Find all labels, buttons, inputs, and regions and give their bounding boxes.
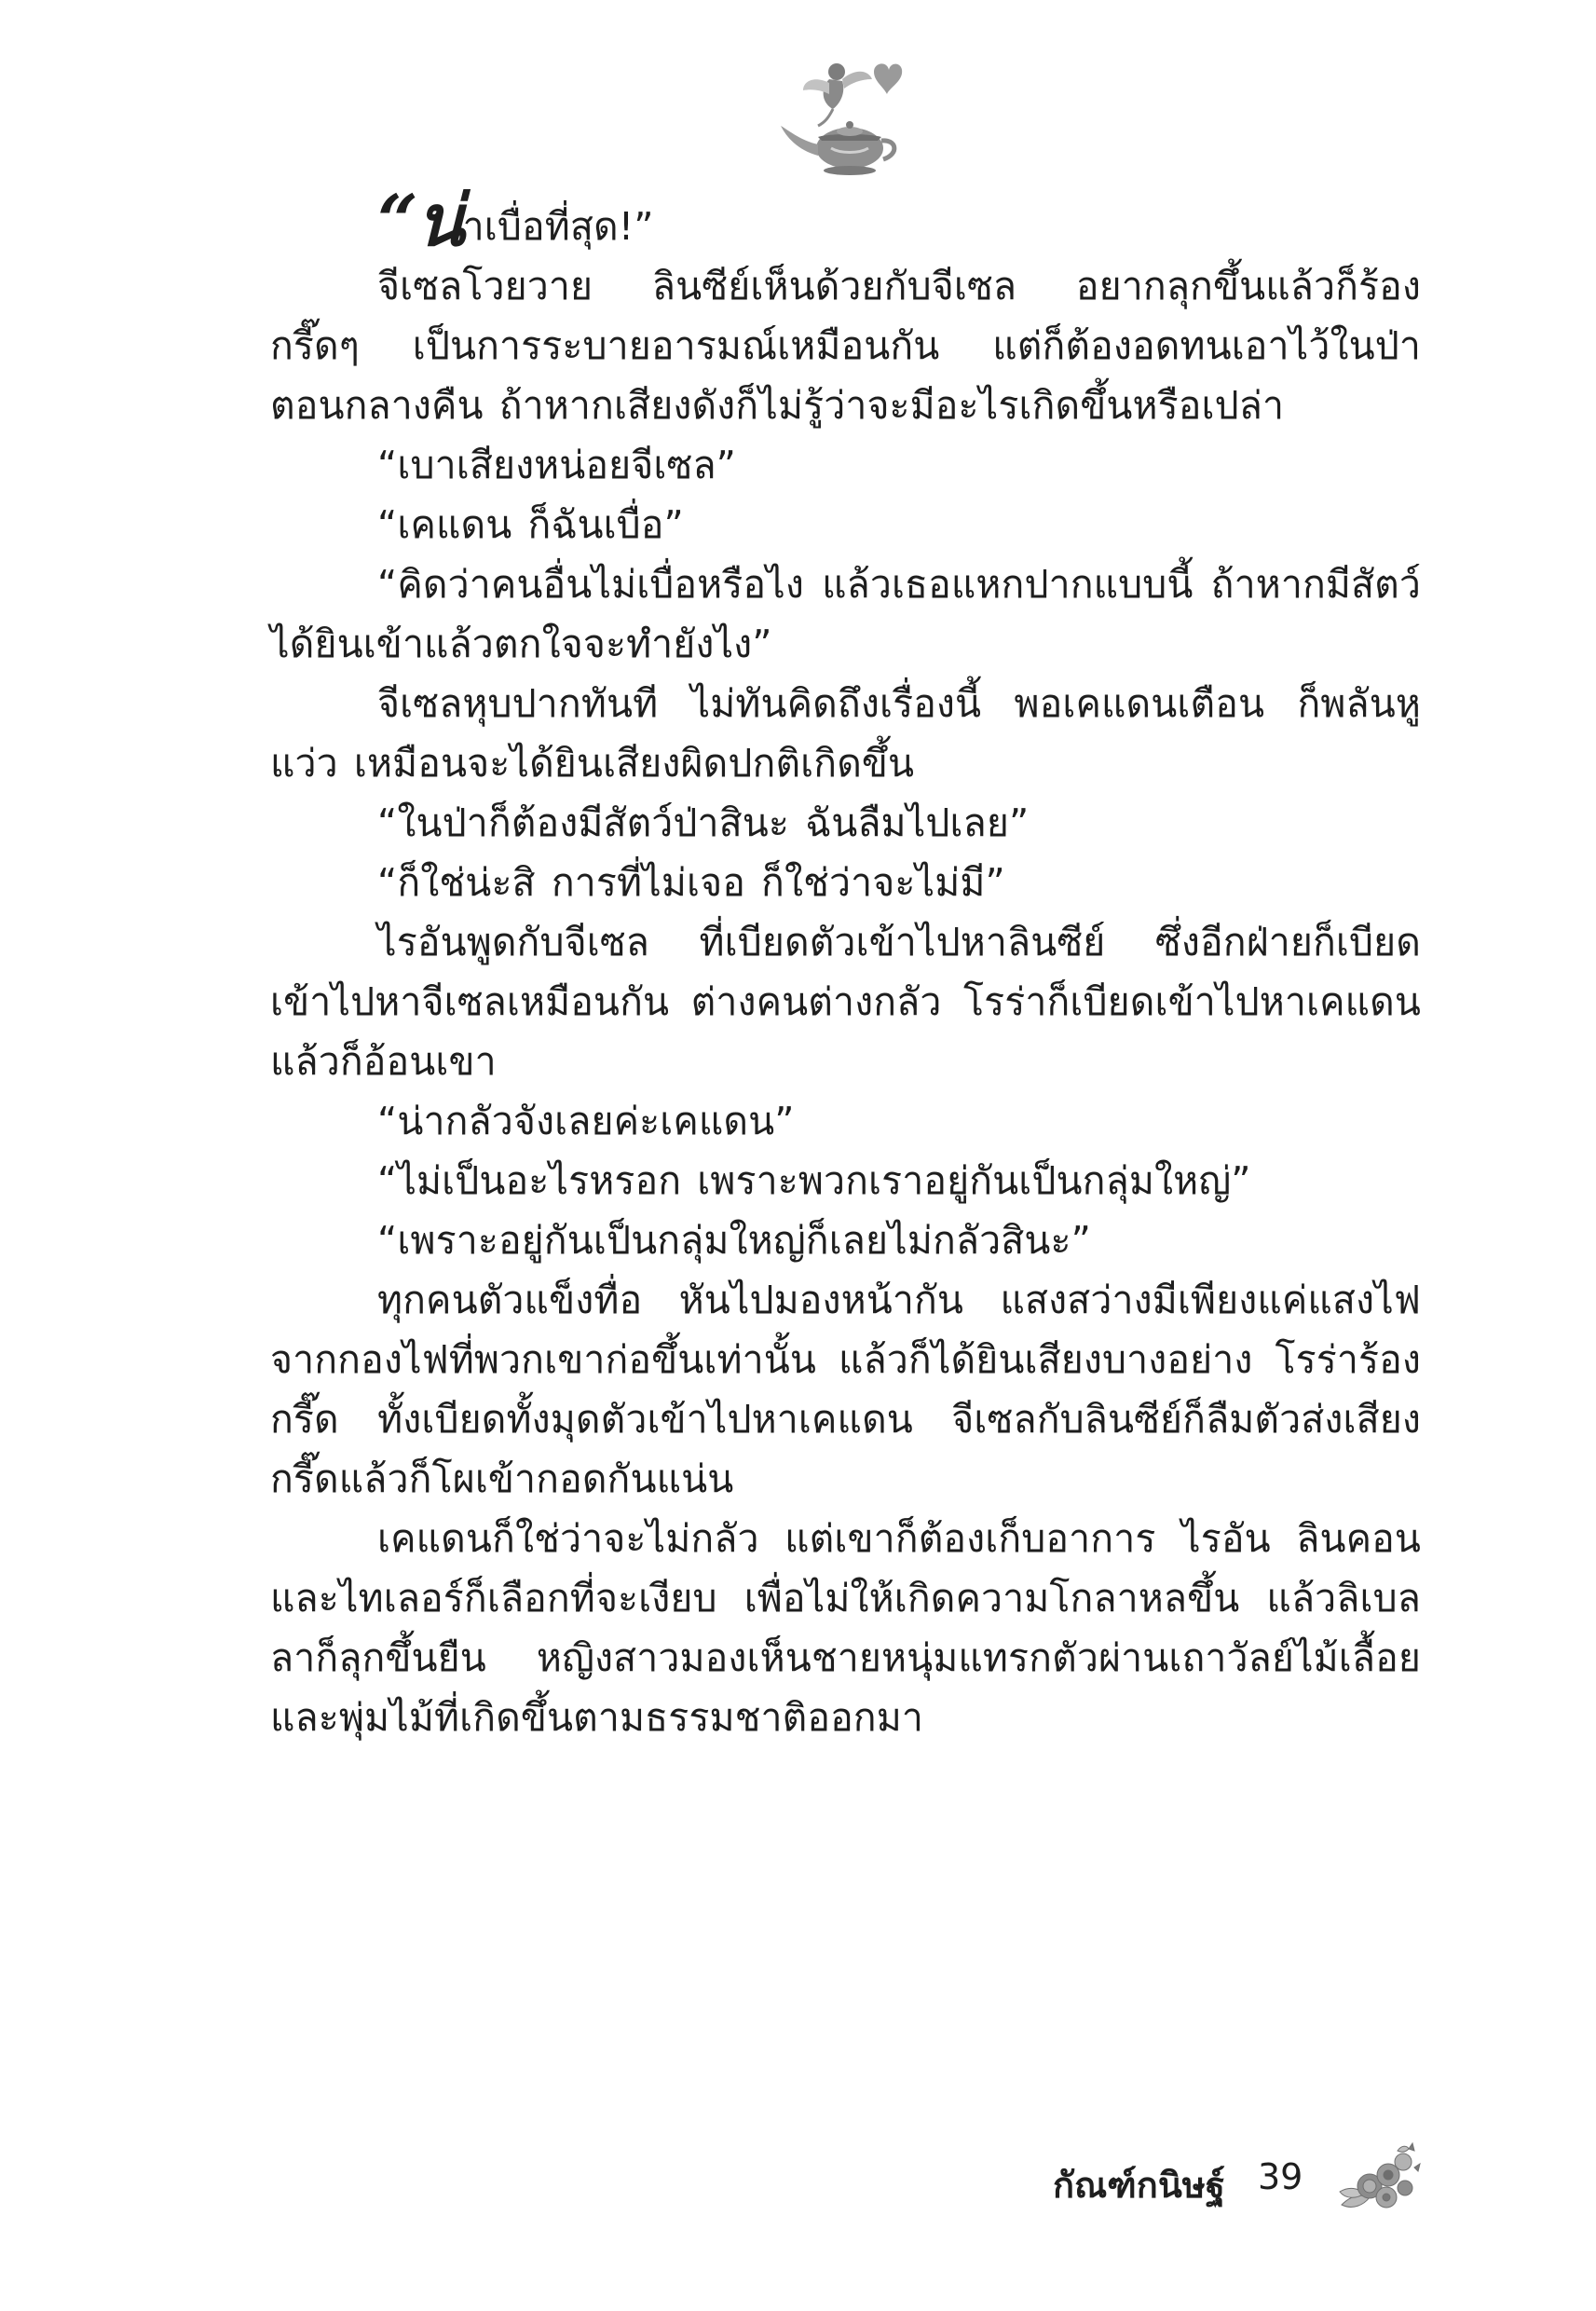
paragraph-4: “คิดว่าคนอื่นไม่เบื่อหรือไง แล้วเธอแหกปากแบบนี้ ถ้าหากมีสัตว์ได้ยินเข้าแล้วตกใจจะทำยังไง” — [270, 562, 1421, 666]
paragraph-12: ทุกคนตัวแข็งทื่อ หันไปมองหน้ากัน แสงสว่างมีเพียงแค่แสงไฟจากกองไฟที่พวกเขาก่อขึ้นเท่านั้น แล้วก็ได้ยินเสียงบางอย่าง โรร่าร้องกรี๊ด ทั้งเบียดทั้งมุดตัวเข้าไปหาเคแดน จีเซลกับลินซีย์ก็ลืมตัวส่งเสียงกรี๊ดแล้วก็โผเข้ากอดกันแน่น — [270, 1278, 1421, 1501]
opening-line-text: าเบื่อที่สุด!” — [462, 204, 654, 249]
paragraph-2: “เบาเสียงหน่อยจีเซล” — [377, 443, 737, 487]
running-title: กัณฑ์กนิษฐ์ — [1053, 2165, 1225, 2206]
paragraph-9: “น่ากลัวจังเลยค่ะเคแดน” — [377, 1099, 795, 1143]
paragraph-13: เคแดนก็ใช่ว่าจะไม่กลัว แต่เขาก็ต้องเก็บอาการ ไรอัน ลินคอนและไทเลอร์ก็เลือกที่จะเงียบ เพื่อไม่ให้เกิดความโกลาหลขึ้น แล้วลิเบลลาก็ลุกขึ้นยืน หญิงสาวมองเห็นชายหนุ่มแทรกตัวผ่านเถาวัลย์ไม้เลื้อยและพุ่มไม้ที่เกิดขึ้นตามธรรมชาติออกมา — [270, 1516, 1421, 1740]
page-number: 39 — [1258, 2156, 1303, 2197]
body-text — [270, 179, 1421, 2101]
paragraph-8: ไรอันพูดกับจีเซล ที่เบียดตัวเข้าไปหาลินซีย์ ซึ่งอีกฝ่ายก็เบียดเข้าไปหาจีเซลเหมือนกัน ต่างคนต่างกลัว โรร่าก็เบียดเข้าไปหาเคแดนแล้วก็อ้อนเขา — [270, 920, 1421, 1084]
paragraph-10: “ไม่เป็นอะไรหรอก เพราะพวกเราอยู่กันเป็นกลุ่มใหญ่” — [377, 1158, 1251, 1203]
paragraph-3: “เคแดน ก็ฉันเบื่อ” — [377, 502, 684, 547]
paragraph-11: “เพราะอยู่กันเป็นกลุ่มใหญ่ก็เลยไม่กลัวสินะ” — [377, 1218, 1091, 1263]
drop-cap: “น่ — [377, 179, 463, 262]
flower-bouquet-icon — [1332, 2140, 1421, 2219]
paragraph-6: “ในป่าก็ต้องมีสัตว์ป่าสินะ ฉันลืมไปเลย” — [377, 800, 1030, 845]
paragraph-7: “ก็ใช่น่ะสิ การที่ไม่เจอ ก็ใช่ว่าจะไม่มี” — [377, 860, 1005, 905]
fairy-teapot-ornament-icon — [764, 51, 913, 182]
opening-paragraph — [270, 179, 1421, 262]
page-footer — [1053, 2140, 1425, 2223]
paragraph-5: จีเซลหุบปากทันที ไม่ทันคิดถึงเรื่องนี้ พอเคแดนเตือน ก็พลันหูแว่ว เหมือนจะได้ยินเสียงผิดปกติเกิดขึ้น — [270, 681, 1421, 786]
paragraph-1: จีเซลโวยวาย ลินซีย์เห็นด้วยกับจีเซล อยากลุกขึ้นแล้วก็ร้องกรี๊ดๆ เป็นการระบายอารมณ์เหมือนกัน แต่ก็ต้องอดทนเอาไว้ในป่าตอนกลางคืน ถ้าหากเสียงดังก็ไม่รู้ว่าจะมีอะไรเกิดขึ้นหรือเปล่า — [270, 264, 1421, 428]
